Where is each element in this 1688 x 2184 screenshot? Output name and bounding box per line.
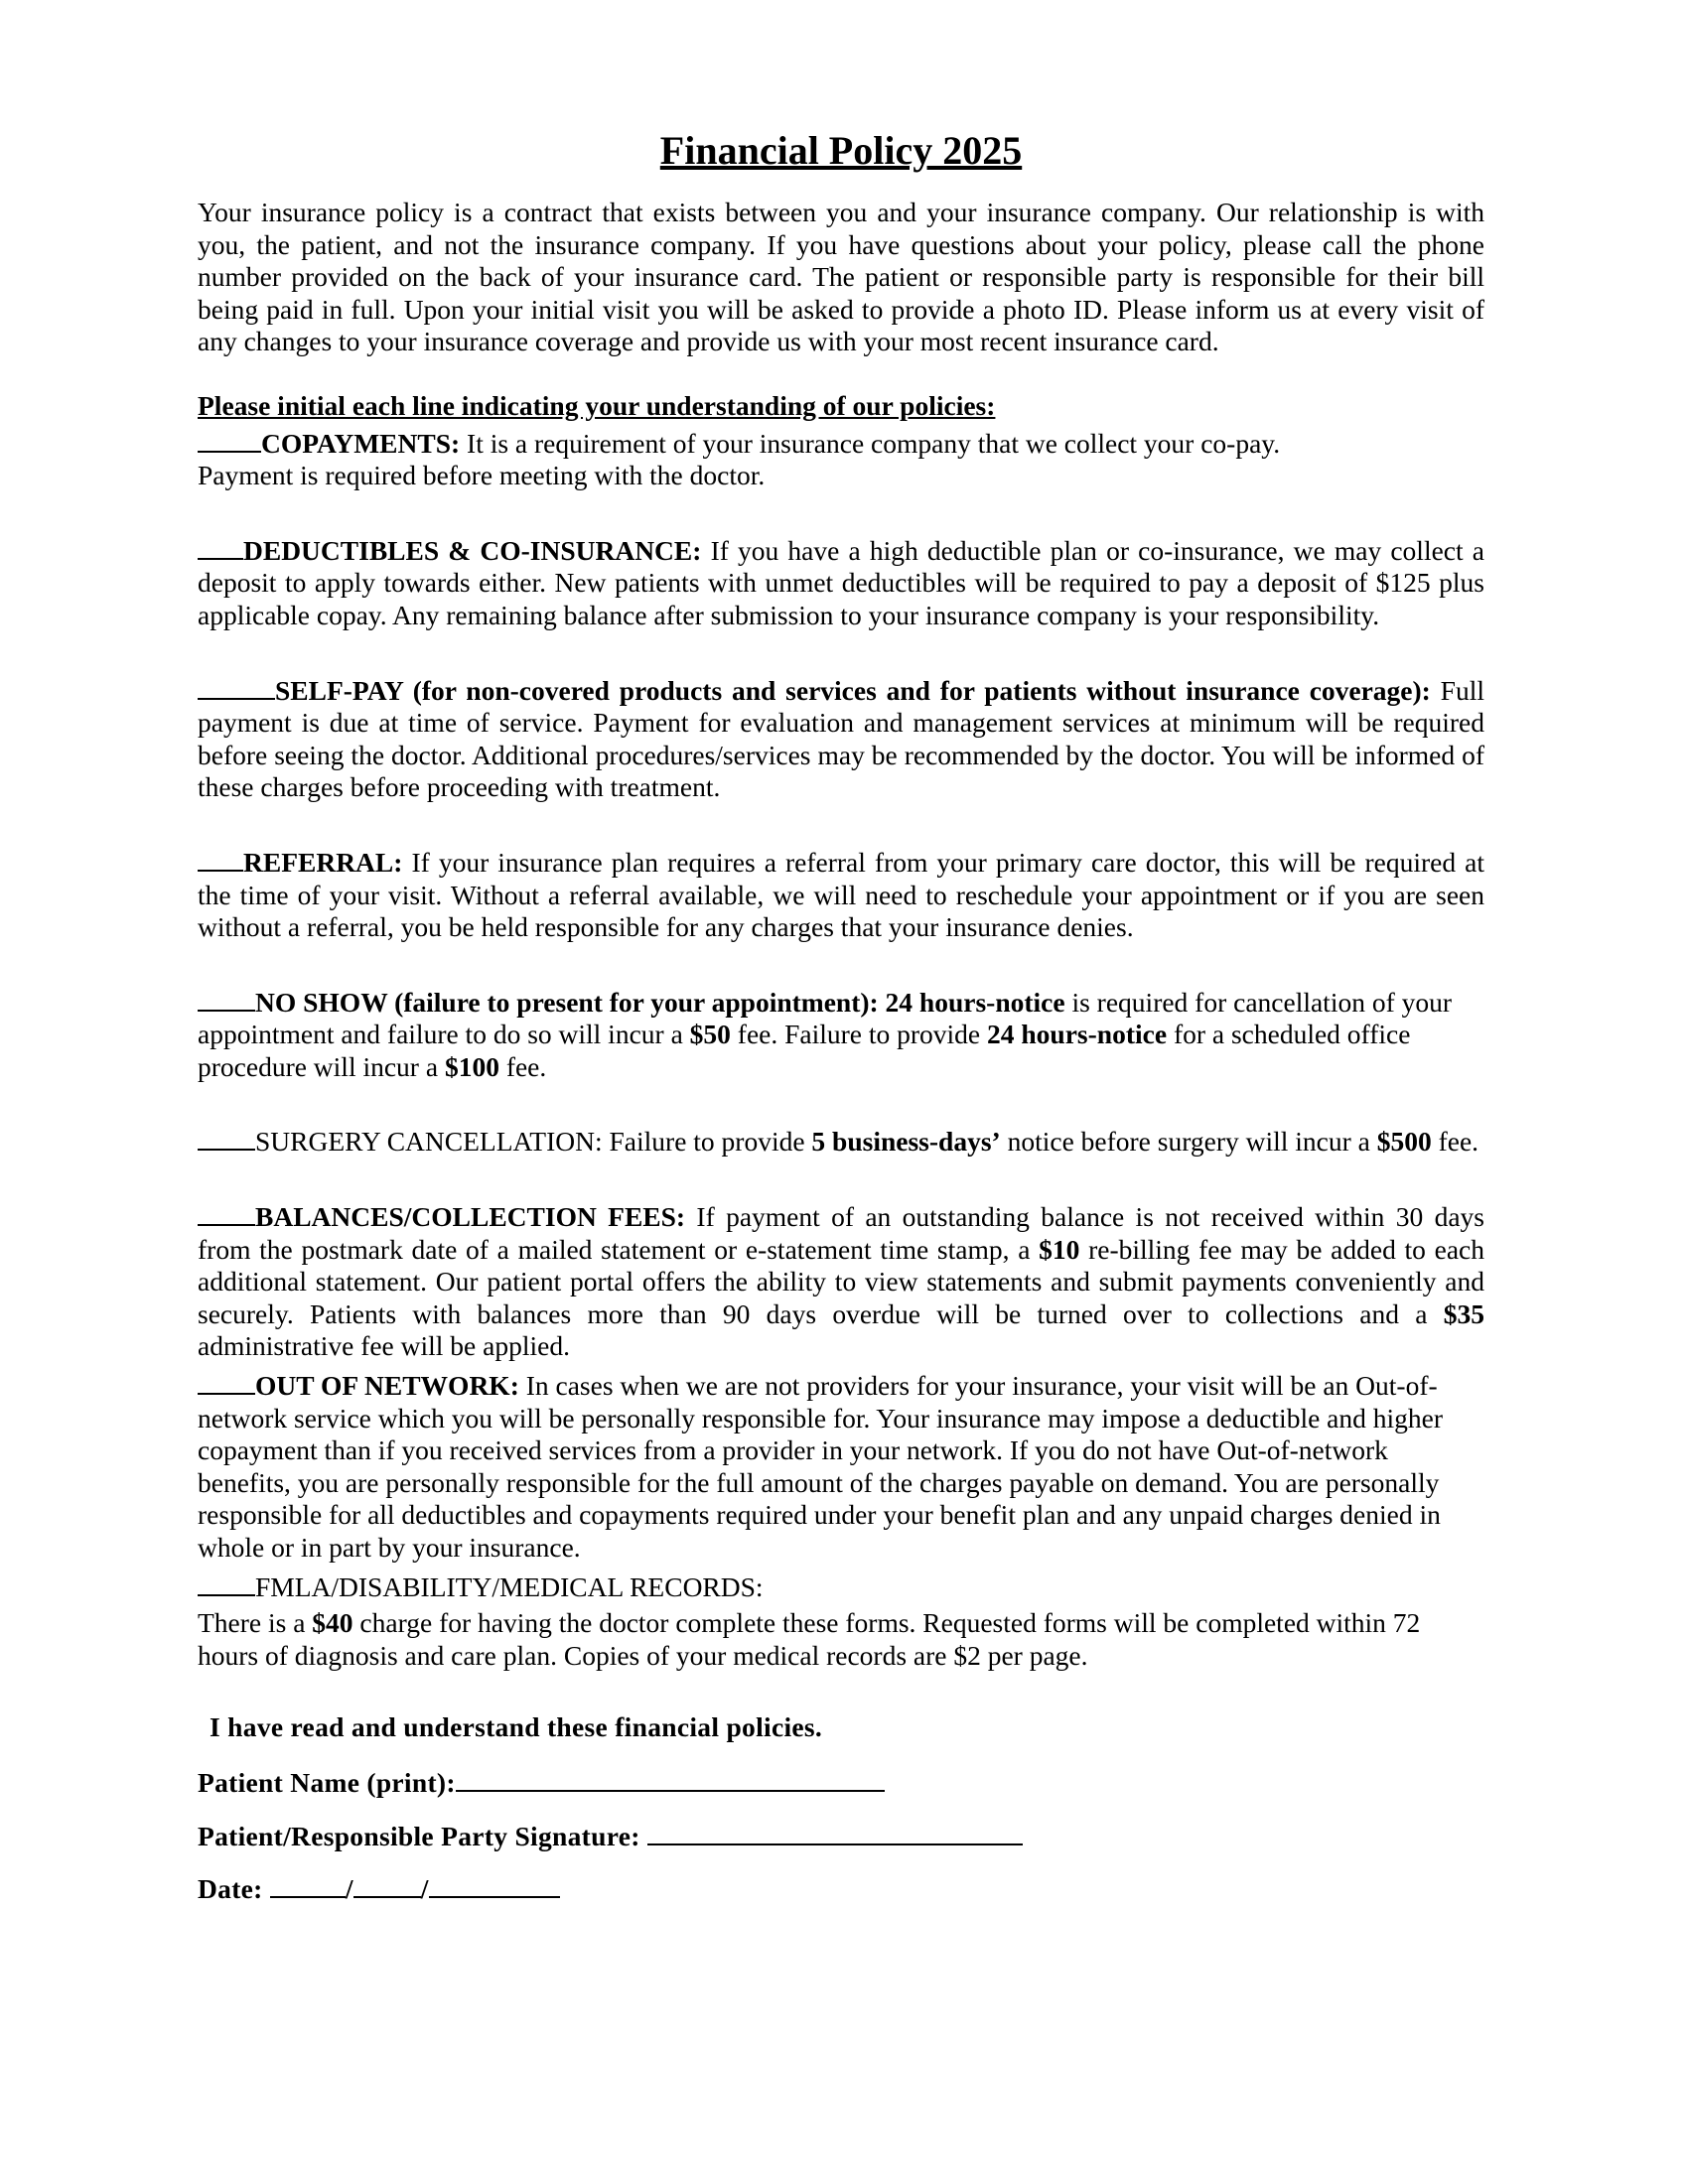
initial-blank-noshow[interactable] [198, 984, 255, 1012]
noshow-fee-1: $50 [689, 1019, 731, 1050]
policy-deductibles [198, 532, 1484, 632]
acknowledgement: I have read and understand these financial policies. [210, 1711, 823, 1743]
initial-blank-referral[interactable] [198, 844, 243, 872]
patient-name-label: Patient Name (print): [198, 1766, 456, 1798]
fmla-text-2: charge for having the doctor complete these forms. Requested forms will be completed within 72 hours of diagnosis and care plan. Copies of your medical records are $2 per page. [198, 1607, 1421, 1671]
fmla-text [198, 1607, 1484, 1672]
initial-blank-balances[interactable] [198, 1198, 255, 1226]
patient-name-field[interactable] [456, 1766, 885, 1792]
noshow-text-3: for a scheduled office procedure will incur a [198, 1019, 1411, 1082]
page-title: Financial Policy 2025 [659, 128, 1023, 173]
selfpay-text: Full payment is due at time of service. Payment for evaluation and management services at minimum will be required before seeing the doctor. Additional procedures/services may be recommended by the doctor. You will be informed of these charges before proceeding with treatment. [198, 674, 1485, 803]
balances-text-3: administrative fee will be applied. [198, 1330, 570, 1362]
noshow-text-4: fee. [498, 1050, 547, 1082]
fmla-heading: FMLA/DISABILITY/MEDICAL RECORDS: [255, 1570, 764, 1602]
balances-heading: BALANCES/COLLECTION FEES: [255, 1201, 686, 1233]
date-year-field[interactable] [429, 1872, 560, 1898]
date-separator-2: / [420, 1873, 429, 1905]
signature-field[interactable] [647, 1820, 1023, 1845]
surgery-fee: $500 [1376, 1126, 1432, 1158]
policy-fmla [198, 1569, 1484, 1604]
policy-selfpay [198, 672, 1484, 804]
fmla-text-1: There is a [198, 1607, 313, 1639]
date-separator-1: / [345, 1873, 353, 1905]
signature-label: Patient/Responsible Party Signature: [198, 1820, 640, 1851]
initial-blank-surgery[interactable] [198, 1123, 255, 1151]
noshow-notice-1: 24 hours-notice [885, 986, 1065, 1018]
noshow-text-2: fee. Failure to provide [730, 1019, 988, 1050]
date-day-field[interactable] [353, 1872, 421, 1898]
surgery-text-2: notice before surgery will incur a [1000, 1126, 1377, 1158]
initial-blank-fmla[interactable] [198, 1569, 255, 1596]
initial-blank-deductibles[interactable] [198, 532, 243, 560]
surgery-text-1: Failure to provide [602, 1126, 812, 1158]
selfpay-heading: SELF-PAY (for non-covered products and services and for patients without insurance coverage): [275, 674, 1431, 706]
surgery-heading: SURGERY CANCELLATION: [255, 1126, 603, 1158]
balances-text-2: re-billing fee may be added to each additional statement. Our patient portal offers the ability to view statements and submit payments conveniently and securely. Patients with balances more than 90 days overdue will be turned over to collections and a [198, 1233, 1485, 1329]
initial-blank-network[interactable] [198, 1367, 255, 1395]
balances-fee-1: $10 [1039, 1233, 1080, 1265]
referral-heading: REFERRAL: [243, 846, 403, 878]
intro-paragraph: Your insurance policy is a contract that exists between you and your insurance company. Our relationship is with you, the patient, and not the insurance company. If you have questions about your policy, please call the phone number provided on the back of your insurance card. The patient or responsible party is responsible for their bill being paid in full. Upon your initial visit you will be asked to provide a photo ID. Please inform us at every visit of any changes to your insurance coverage and provide us with your most recent insurance card. [198, 197, 1484, 357]
initial-blank-copayments[interactable] [198, 425, 261, 453]
deductibles-heading: DEDUCTIBLES & CO-INSURANCE: [243, 534, 702, 566]
patient-name-row [198, 1766, 1484, 1800]
copayments-text-2: Payment is required before meeting with the doctor. [198, 460, 766, 491]
noshow-text-1: is required for cancellation of your appointment and failure to do so will incur a [198, 986, 1453, 1050]
surgery-text-3: fee. [1431, 1126, 1479, 1158]
noshow-notice-2: 24 hours-notice [987, 1019, 1168, 1050]
policy-surgery [198, 1123, 1484, 1159]
policy-referral [198, 844, 1484, 944]
date-row [198, 1872, 1484, 1906]
copayments-text: It is a requirement of your insurance company that we collect your co-pay. [460, 427, 1281, 459]
surgery-notice: 5 business-days’ [811, 1126, 1001, 1158]
policy-out-of-network [198, 1367, 1484, 1565]
referral-text: If your insurance plan requires a referral from your primary care doctor, this will be required at the time of your visit. Without a referral available, we will need to reschedule your appointment or if you are seen without a referral, you be held responsible for any charges that your insurance denies. [198, 846, 1484, 943]
financial-policy-page [198, 127, 1484, 1926]
network-text: In cases when we are not providers for your insurance, your visit will be an Out-of-network service which you will be personally responsible for. Your insurance may impose a deductible and higher copayment than if you received services from a provider in your network. If you do not have Out-of-network benefits, you are personally responsible for the full amount of the charges payable on demand. You are personally responsible for all deductibles and copayments required under your benefit plan and any unpaid charges denied in whole or in part by your insurance. [198, 1370, 1444, 1563]
policy-copayments [198, 425, 1484, 492]
signature-row [198, 1820, 1484, 1853]
network-heading: OUT OF NETWORK: [255, 1370, 519, 1402]
policy-balances [198, 1198, 1484, 1363]
date-label: Date: [198, 1873, 263, 1905]
balances-fee-2: $35 [1443, 1297, 1484, 1329]
fmla-fee: $40 [312, 1607, 353, 1639]
balances-text-1: If payment of an outstanding balance is not received within 30 days from the postmark date of a mailed statement or e-statement time stamp, a [198, 1201, 1484, 1265]
noshow-heading: NO SHOW (failure to present for your appointment): [255, 986, 879, 1018]
deductibles-text: If you have a high deductible plan or co-insurance, we may collect a deposit to apply towards either. New patients with unmet deductibles will be required to pay a deposit of $125 plus applicable copay. Any remaining balance after submission to your insurance company is your responsibility. [198, 534, 1484, 630]
date-month-field[interactable] [270, 1872, 346, 1898]
initial-blank-selfpay[interactable] [198, 672, 275, 700]
copayments-heading: COPAYMENTS: [261, 427, 461, 459]
noshow-fee-2: $100 [444, 1050, 499, 1082]
policy-noshow [198, 984, 1484, 1084]
initial-instructions: Please initial each line indicating your understanding of our policies: [198, 389, 996, 421]
